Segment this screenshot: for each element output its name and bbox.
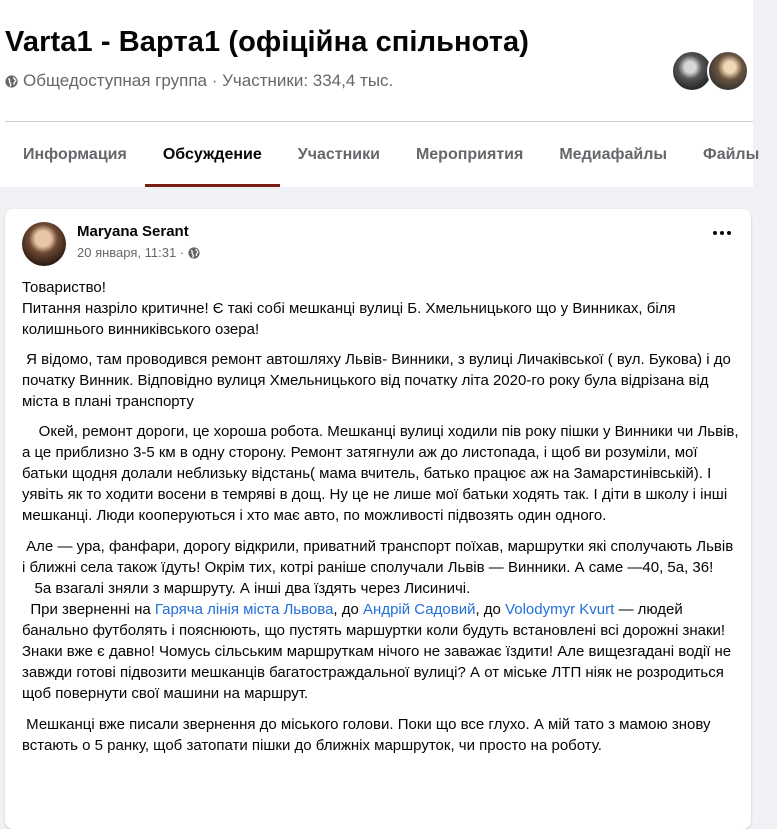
post-paragraph-text: Але — ура, фанфари, дорогу відкрили, приватний транспорт поїхав, маршрутки які сполучають Львів і ближні села також їдуть! Окрім тих, котрі раніше сполучали Львів — Винники. А саме —40, 5а, 36! 5а взагалі зняли з маршруту. А інші два їздять через Лисиничі. [22, 538, 734, 597]
tab-info[interactable]: Информация [23, 145, 127, 163]
more-options-icon[interactable] [713, 231, 731, 235]
mention-link[interactable]: Андрій Садовий [363, 601, 476, 618]
post-body [22, 277, 743, 756]
post-paragraph: Товариство! Питання назріло критичне! Є такі собі мешканці вулиці Б. Хмельницького що у Винниках, біля колишнього винниківського озера! [22, 279, 676, 338]
tab-files[interactable]: Файлы [703, 145, 760, 163]
mentions-prefix: При зверненні на [22, 601, 155, 618]
member-avatar[interactable] [707, 50, 749, 92]
author-avatar[interactable] [22, 222, 66, 266]
post-paragraph: Окей, ремонт дороги, це хороша робота. Мешканці вулиці ходили пів року пішки у Винники чи Львів, а це приблизно 3-5 км в одну сторону. Ремонт затягнули аж до листопада, і щоб ви розуміли, мої батьки щодня долали неблизьку відстань( мама вчитель, батько працює аж на Замарстинівській). І уявіть як то ходити восени в темряві в дощ. Ну це не лише мої батьки ходять так. І діти в школу і інші мешканці. Люди кооперуються і хто має авто, по можливості підвозять один одного. [22, 423, 743, 524]
tab-events[interactable]: Мероприятия [415, 145, 524, 163]
mention-link[interactable]: Гаряча лінія міста Львова [154, 601, 334, 618]
post-paragraph [22, 536, 740, 704]
tab-media[interactable]: Медиафайлы [559, 145, 668, 163]
tab-members[interactable]: Участники [297, 145, 380, 163]
post-card [5, 209, 751, 829]
group-tabs [5, 122, 760, 187]
globe-icon [188, 247, 200, 259]
post-date[interactable]: 20 января, 11:31 · [77, 245, 185, 260]
group-privacy-and-members: Общедоступная группа · Участники: 334,4 тыс. [23, 71, 394, 90]
post-author[interactable]: Maryana Serant [77, 223, 189, 240]
mention-link[interactable]: Volodymyr Kvurt [505, 601, 615, 618]
globe-icon [5, 75, 18, 88]
mentions-rest: — людей банально футболять і пояснюють, що пустять маршуртки коли будуть встановлені всі дорожні знаки! Знаки вже є давно! Чомусь сільським маршруткам нічого не заважає їздити! Але вищезгадані водії не завжди готові підвозити мешканців багатостраждальної вулиці? А от міське ЛТП ніяк не розродиться щоб повернути свої машини на маршрут. [22, 601, 736, 702]
mention-separator: , до [333, 601, 364, 618]
mention-separator: , до [475, 601, 506, 618]
post-paragraph: Мешканці вже писали звернення до міського голови. Поки що все глухо. А мій тато з мамою знову встають о 5 ранку, щоб затопати пішки до ближніх маршруток, чи просто на роботу. [22, 716, 715, 754]
group-meta [5, 71, 393, 91]
post-meta [77, 245, 200, 260]
group-title[interactable]: Varta1 - Варта1 (офіційна спільнота) [5, 26, 530, 58]
member-avatars[interactable] [677, 50, 749, 92]
tab-discussion[interactable]: Обсуждение [145, 122, 280, 187]
post-paragraph: Я відомо, там проводився ремонт автошляху Львів- Винники, з вулиці Личаківської ( вул. Букова) і до початку Винник. Відповідно вулиця Хмельницького від початку літа 2020-го року була відрізана від міста в плані транспорту [22, 351, 735, 410]
group-header [0, 0, 760, 187]
